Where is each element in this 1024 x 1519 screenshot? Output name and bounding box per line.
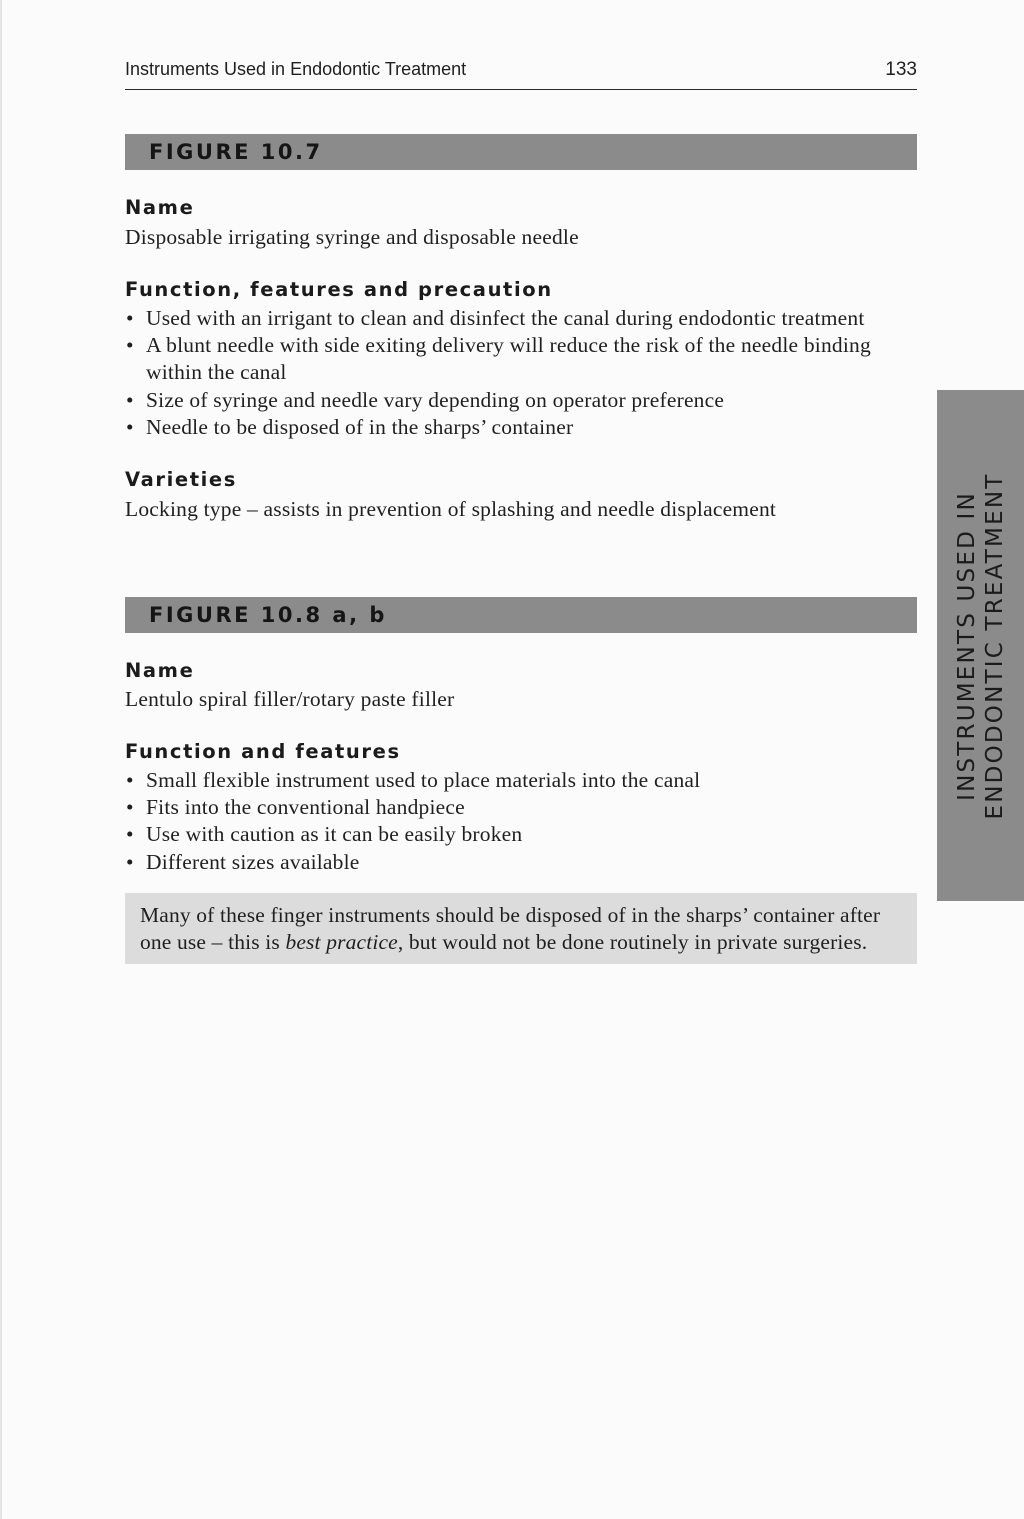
bullet-text: Needle to be disposed of in the sharps’ container: [146, 414, 574, 439]
list-item: [125, 821, 917, 848]
bullet-glyph: •: [126, 306, 134, 330]
list-item: [125, 794, 917, 821]
bullet-glyph: •: [126, 849, 134, 874]
figure-10-8-bar: FIGURE 10.8 a, b: [125, 597, 917, 633]
note-text-before: Many of these finger instruments should be disposed of in the sharps’ container after one use – this is: [140, 903, 881, 954]
bullet-glyph: •: [126, 333, 134, 358]
list-item: [125, 414, 917, 441]
list-item: [125, 387, 917, 414]
bullet-glyph: •: [126, 795, 134, 820]
fig1-varieties-text: Locking type – assists in prevention of splashing and needle displacement: [125, 497, 777, 521]
list-item: [125, 849, 917, 876]
figure-10-7-bar: FIGURE 10.7: [125, 134, 917, 170]
bullet-glyph: •: [126, 387, 134, 412]
list-item: [125, 332, 917, 386]
fig2-name-heading: Name: [125, 659, 195, 682]
bullet-text: Use with caution as it can be easily broken: [146, 822, 523, 847]
bullet-text: Fits into the conventional handpiece: [146, 795, 465, 820]
fig1-name-heading: Name: [125, 196, 195, 219]
chapter-side-tab: [937, 390, 1024, 901]
practice-note-box: [125, 893, 917, 964]
bullet-text: Used with an irrigant to clean and disinfect the canal during endodontic treatment: [146, 306, 865, 330]
page-edge: [0, 0, 2, 1519]
bullet-glyph: •: [126, 768, 134, 792]
fig1-varieties-heading: Varieties: [125, 468, 237, 491]
bullet-text: Size of syringe and needle vary depending on operator preference: [146, 387, 725, 412]
note-text-after: , but would not be done routinely in private surgeries.: [397, 930, 868, 954]
side-tab-line-2: ENDODONTIC TREATMENT: [981, 472, 1008, 819]
running-header: [125, 56, 917, 90]
list-item: [125, 305, 917, 332]
note-emphasis: best practice: [285, 930, 398, 954]
fig1-function-heading: Function, features and precaution: [125, 278, 553, 301]
bullet-text: Small flexible instrument used to place materials into the canal: [146, 768, 701, 792]
list-item: [125, 767, 917, 794]
fig1-name-text: Disposable irrigating syringe and disposable needle: [125, 225, 579, 249]
bullet-text: Different sizes available: [146, 849, 360, 874]
page-number: 133: [885, 59, 917, 80]
fig2-bullet-list: [125, 767, 917, 876]
side-tab-text: [953, 472, 1009, 819]
fig1-bullet-list: [125, 305, 917, 441]
fig2-function-heading: Function and features: [125, 740, 401, 763]
side-tab-line-1: INSTRUMENTS USED IN: [953, 490, 980, 801]
bullet-glyph: •: [126, 822, 134, 847]
bullet-text: A blunt needle with side exiting delivery will reduce the risk of the needle binding within the canal: [146, 333, 871, 385]
bullet-glyph: •: [126, 414, 134, 439]
header-title: Instruments Used in Endodontic Treatment: [125, 59, 467, 79]
fig2-name-text: Lentulo spiral filler/rotary paste filler: [125, 687, 455, 711]
